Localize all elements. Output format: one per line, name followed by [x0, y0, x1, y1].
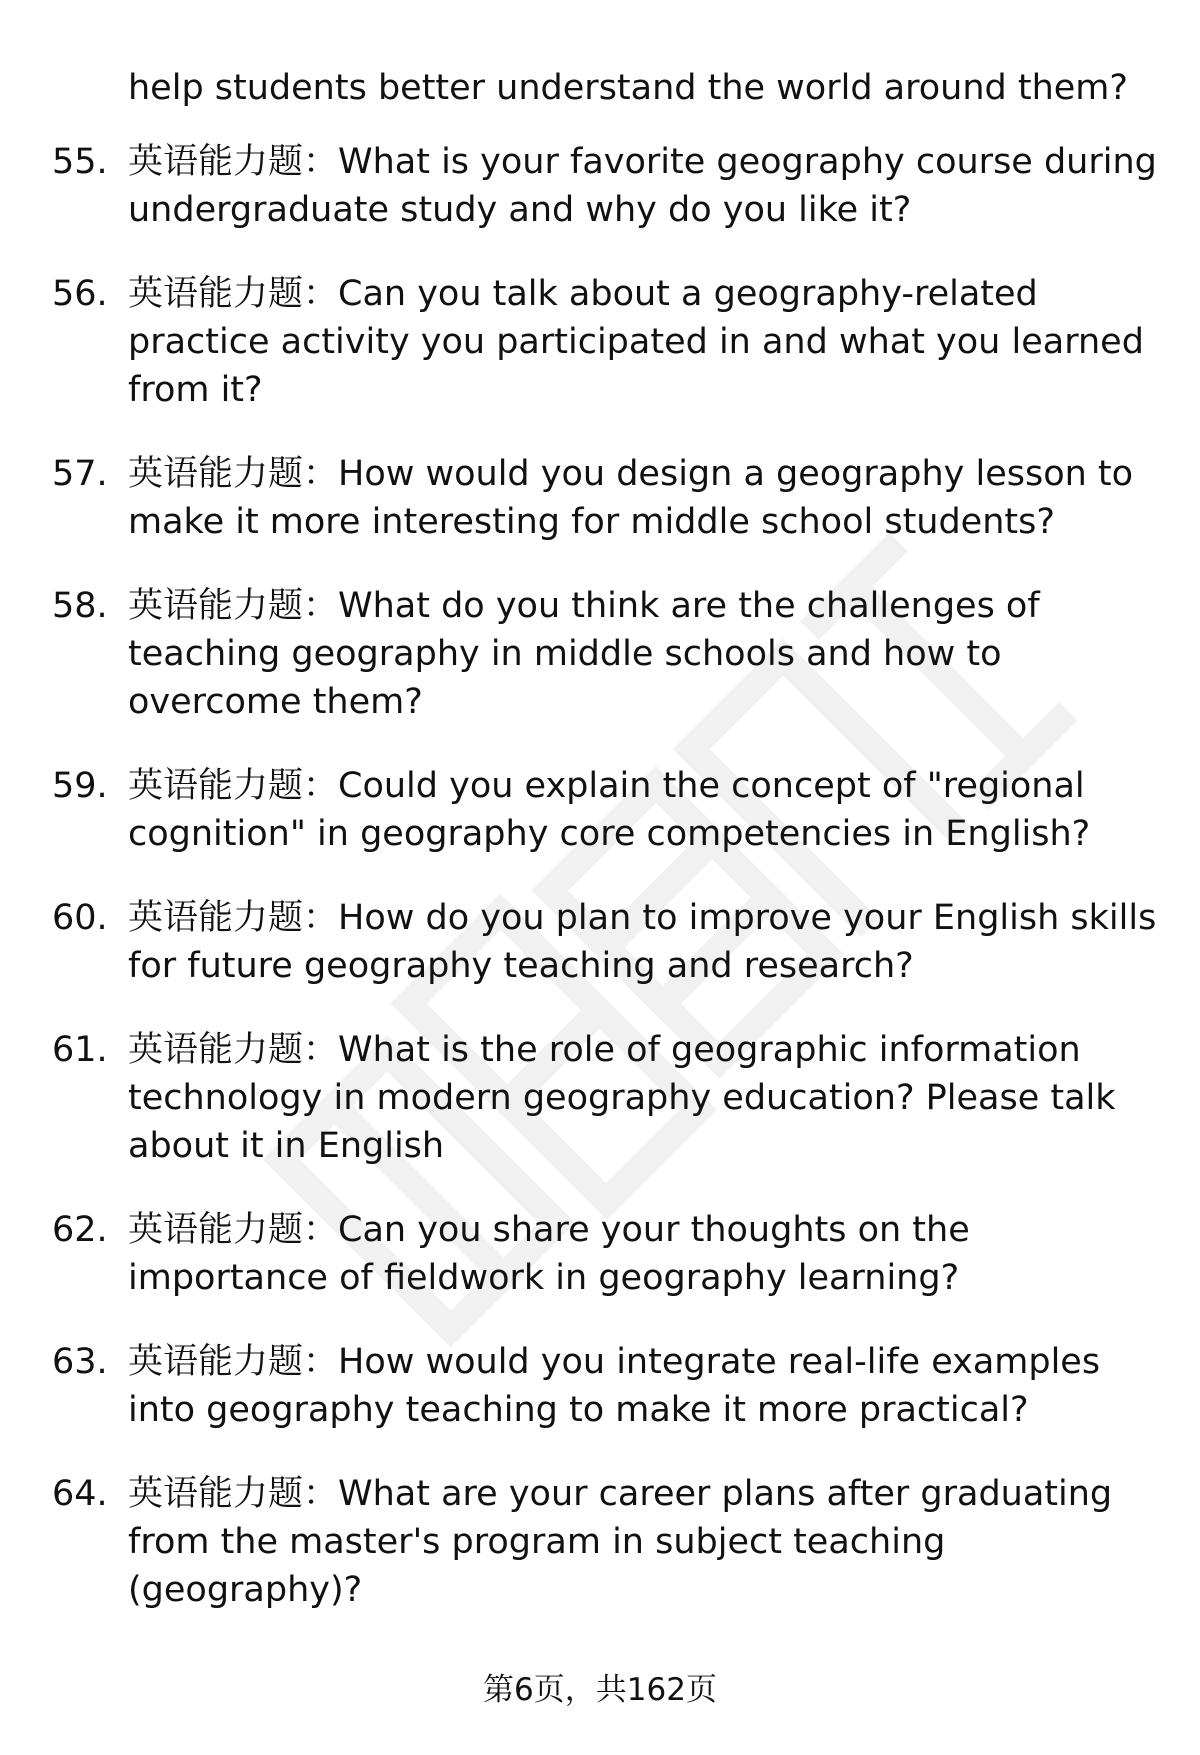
question-text-line: 英语能力题：What is the role of geographic information [128, 1030, 1081, 1070]
question-text-line: 英语能力题：How would you integrate real-life examples [128, 1342, 1101, 1382]
page-footer: 第6页，共162页 [483, 1672, 717, 1708]
question-item [52, 270, 1162, 414]
question-text-line: 英语能力题：Could you explain the concept of "regional [128, 766, 1085, 806]
question-text-line: from it? [128, 370, 263, 410]
question-text-line: teaching geography in middle schools and how to [128, 634, 1002, 674]
question-text-line: 英语能力题：How do you plan to improve your English skills [128, 898, 1157, 938]
question-text-line: from the master's program in subject teaching [128, 1522, 946, 1562]
question-item [52, 1338, 1162, 1434]
question-text-line: 英语能力题：What is your favorite geography course during [128, 142, 1157, 182]
question-text-line: overcome them? [128, 682, 423, 722]
question-text-line: 英语能力题：Can you talk about a geography-related [128, 274, 1038, 314]
question-text-line: (geography)? [128, 1570, 363, 1610]
question-text-line: about it in English [128, 1126, 445, 1166]
question-text-line: importance of fieldwork in geography learning? [128, 1258, 960, 1298]
question-number: 55. [52, 142, 108, 182]
question-number: 57. [52, 454, 108, 494]
question-text [128, 1470, 1162, 1614]
question-text-line: 英语能力题：Can you share your thoughts on the [128, 1210, 970, 1250]
question-text [128, 270, 1162, 414]
question-text-line: cognition" in geography core competencies in English? [128, 814, 1091, 854]
question-text [128, 1206, 1162, 1302]
question-text [128, 1026, 1162, 1170]
question-text [128, 762, 1162, 858]
question-number: 63. [52, 1342, 108, 1382]
page-content [52, 64, 1162, 1650]
question-list [52, 138, 1162, 1614]
question-text [128, 138, 1162, 234]
question-text [128, 582, 1162, 726]
question-text-line: practice activity you participated in and what you learned [128, 322, 1144, 362]
question-number: 64. [52, 1474, 108, 1514]
question-item [52, 894, 1162, 990]
question-number: 56. [52, 274, 108, 314]
question-item [52, 762, 1162, 858]
question-text-line: make it more interesting for middle school students? [128, 502, 1055, 542]
question-number: 61. [52, 1030, 108, 1070]
question-text [128, 1338, 1162, 1434]
question-number: 59. [52, 766, 108, 806]
question-item [52, 1026, 1162, 1170]
question-text-line: technology in modern geography education? Please talk [128, 1078, 1116, 1118]
question-text-line: 英语能力题：What do you think are the challenges of [128, 586, 1040, 626]
question-item [52, 1206, 1162, 1302]
question-text-line: undergraduate study and why do you like it? [128, 190, 912, 230]
question-number: 62. [52, 1210, 108, 1250]
question-text [128, 894, 1162, 990]
continued-question-text: help students better understand the world around them? [128, 68, 1128, 108]
question-item [52, 582, 1162, 726]
question-item [52, 1470, 1162, 1614]
question-text-line: for future geography teaching and research? [128, 946, 914, 986]
question-number: 58. [52, 586, 108, 626]
question-item [52, 450, 1162, 546]
question-number: 60. [52, 898, 108, 938]
question-text [128, 450, 1162, 546]
question-item [52, 138, 1162, 234]
question-text-line: 英语能力题：How would you design a geography lesson to [128, 454, 1134, 494]
question-text-line: into geography teaching to make it more practical? [128, 1390, 1029, 1430]
question-text-line: 英语能力题：What are your career plans after graduating [128, 1474, 1113, 1514]
